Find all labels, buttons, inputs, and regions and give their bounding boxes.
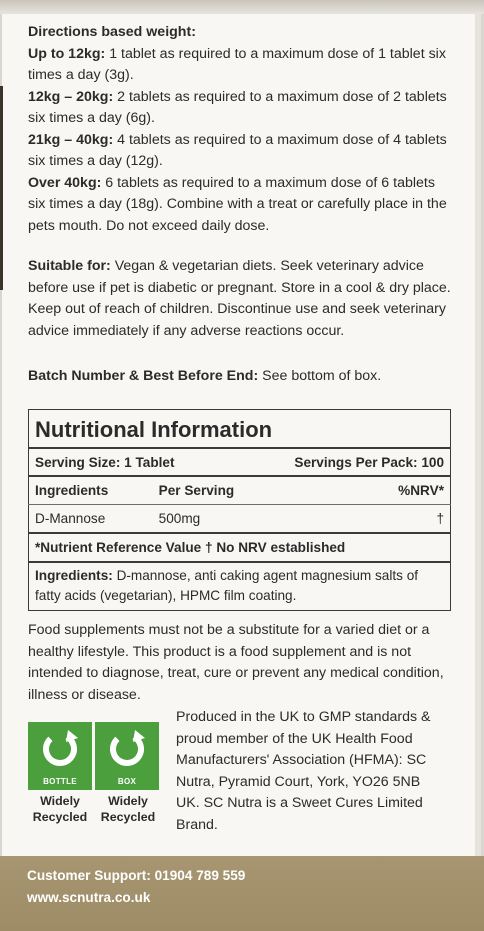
footer-band	[0, 856, 484, 931]
badge-tag-bottle: BOTTLE	[43, 777, 77, 786]
bottle-recycle-badge	[28, 722, 92, 790]
support-info	[27, 865, 245, 909]
ingredient-nrv: †	[266, 505, 451, 534]
box-left-edge	[0, 86, 3, 290]
column-header-ingredients: Ingredients	[29, 476, 153, 505]
ingredient-amount: 500mg	[153, 505, 266, 534]
batch-label: Batch Number & Best Before End:	[28, 368, 259, 384]
ingredients-list: Ingredients: D-mannose, anti caking agent magnesium salts of fatty acids (vegetarian), HPMC film coating.	[29, 562, 451, 611]
suitable-section	[28, 256, 453, 342]
customer-support: Customer Support: 01904 789 559	[27, 868, 246, 883]
serving-size: Serving Size: 1 Tablet	[29, 448, 266, 476]
box-top-edge	[0, 0, 484, 14]
box-recycle-badge	[95, 722, 159, 790]
box-recycled-caption: Widely Recycled	[100, 794, 156, 824]
directions-section	[28, 22, 453, 237]
table-row	[29, 505, 451, 534]
direction-item: 12kg – 20kg: 2 tablets as required to a maximum dose of 2 tablets six times a day (6g).	[28, 88, 447, 126]
batch-text: See bottom of box.	[258, 368, 382, 384]
column-header-nrv: %NRV*	[266, 476, 451, 505]
suitable-text: Vegan & vegetarian diets. Seek veterinary advice before use if pet is diabetic or pregnant. Store in a cool & dry place. Keep out of reach of children. Discontinue use and seek veterinary advice immediately if any adverse reactions occur.	[28, 258, 451, 339]
manufacturer-info: Produced in the UK to GMP standards & proud member of the UK Health Food Manufacturers' Association (HFMA): SC Nutra, Pyramid Court, York, YO26 5NB UK. SC Nutra is a Sweet Cures Limited Brand.	[176, 709, 431, 833]
suitable-label: Suitable for:	[28, 258, 111, 274]
ingredient-name: D-Mannose	[29, 505, 153, 534]
recycle-icon	[28, 722, 92, 776]
nutrition-table	[28, 409, 451, 611]
direction-item: Over 40kg: 6 tablets as required to a maximum dose of 6 tablets six times a day (18g). Combine with a treat or carefully place in the pets mouth. Do not exceed daily dose.	[28, 174, 447, 234]
food-supplement-notice: Food supplements must not be a substitute for a varied diet or a healthy lifestyle. This product is a food supplement and is not intended to diagnose, treat, cure or prevent any medical condition, illness or disease.	[28, 622, 444, 703]
directions-heading: Directions based weight:	[28, 24, 196, 40]
nutrition-title: Nutritional Information	[35, 416, 273, 442]
badge-tag-box: BOX	[117, 777, 137, 786]
batch-section	[28, 366, 453, 388]
recycle-icon	[95, 722, 159, 776]
bottle-recycled-caption: Widely Recycled	[32, 794, 88, 824]
direction-item: 21kg – 40kg: 4 tablets as required to a maximum dose of 4 tablets six times a day (12g).	[28, 131, 447, 169]
direction-item: Up to 12kg: 1 tablet as required to a maximum dose of 1 tablet six times a day (3g).	[28, 45, 446, 83]
column-header-per-serving: Per Serving	[153, 476, 266, 505]
nrv-note: *Nutrient Reference Value † No NRV established	[29, 533, 451, 562]
servings-per-pack: Servings Per Pack: 100	[266, 448, 451, 476]
website: www.scnutra.co.uk	[27, 890, 151, 905]
